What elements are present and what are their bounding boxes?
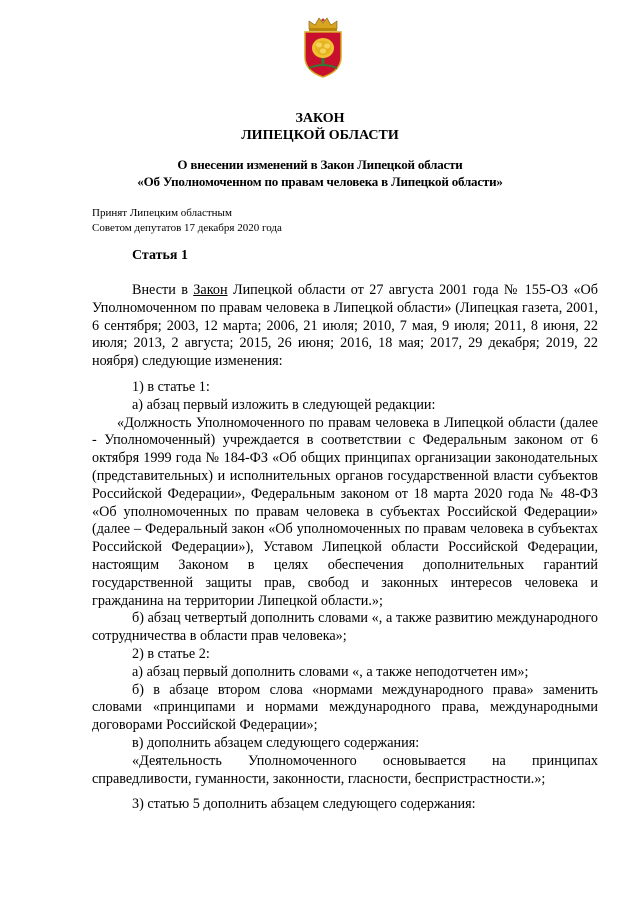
law-title-line1: ЗАКОН xyxy=(295,111,345,126)
item-2: 2) в статье 2: xyxy=(132,645,210,662)
item-3: 3) статью 5 дополнить абзацем следующего содержания: xyxy=(132,796,476,813)
adopted-date-line2: Советом депутатов 17 декабря 2020 года xyxy=(92,222,282,234)
article-heading: Статья 1 xyxy=(132,248,188,263)
article-intro xyxy=(92,282,598,371)
adopted-by-line1: Принят Липецким областным xyxy=(92,207,232,219)
law-subtitle-line2: «Об Уполномоченном по правам человека в Липецкой области» xyxy=(137,174,503,189)
item-1a: а) абзац первый изложить в следующей редакции: xyxy=(132,396,436,413)
item-2a: а) абзац первый дополнить словами «, а также неподотчетен им»; xyxy=(132,663,529,680)
intro-text-post: Липецкой области от 27 августа 2001 года № 155-ОЗ «Об Уполномоченном по правам человека в Липецкой области» (Липецкая газета, 2001, 6 сентября; 2003, 12 марта; 2006, 21 июля; 2010, 7 мая, 9 июля; 2011, 8 июня, 22 июля; 2013, 2 августа; 2015, 26 июня; 2016, 18 мая; 2017, 29 декабря; 2019, 22 ноября) следующие изменения: xyxy=(92,282,598,370)
law-link[interactable]: Закон xyxy=(193,282,228,298)
quote-1: «Должность Уполномоченного по правам человека в Липецкой области (далее - Уполномоченный) учреждается в соответствии с Федеральным законом от 6 октября 1999 года № 184-ФЗ «Об общих принципах организации законодательных (представительных) и исполнительных органов государственной власти субъектов Российской Федерации», Федеральным законом от 18 марта 2020 года № 48-ФЗ «Об уполномоченных по правам человека в субъектах Российской Федерации» (далее – Федеральный закон «Об уполномоченных по правам человека в субъектах Российской Федерации»), Уставом Липецкой области Российской Федерации, настоящим Законом в целях обеспечения дополнительных гарантий государственной защиты прав, свобод и законных интересов человека и гражданина на территории Липецкой области.»; xyxy=(92,414,598,609)
item-1: 1) в статье 1: xyxy=(132,378,210,395)
coat-of-arms-emblem xyxy=(299,15,347,79)
article-body xyxy=(92,282,598,814)
item-2c: в) дополнить абзацем следующего содержания: xyxy=(132,734,420,751)
law-title-line2: ЛИПЕЦКОЙ ОБЛАСТИ xyxy=(241,128,399,143)
item-1b: б) абзац четвертый дополнить словами «, а также развитию международного сотрудничества в области прав человека»; xyxy=(92,610,598,645)
item-2b: б) в абзаце втором слова «нормами международного права» заменить словами «принципами и нормами международного права, международными договорами Российской Федерации»; xyxy=(92,681,598,734)
law-subtitle-line1: О внесении изменений в Закон Липецкой области xyxy=(177,157,463,172)
intro-text-pre: Внести в xyxy=(132,282,194,298)
quote-2: «Деятельность Уполномоченного основывается на принципах справедливости, гуманности, законности, гласности, беспристрастности.»; xyxy=(92,752,598,787)
